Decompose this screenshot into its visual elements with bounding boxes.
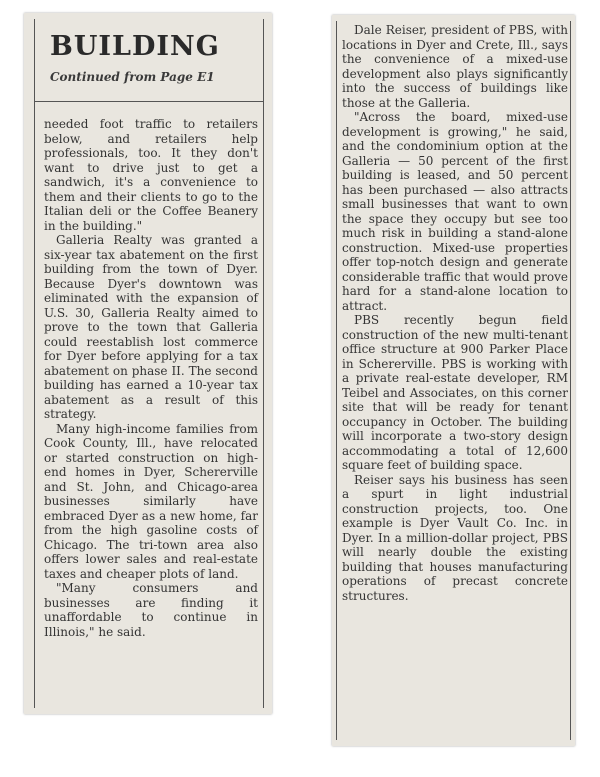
paragraph: Galleria Realty was granted a six-year tax abatement on the first building from the town of Dyer. Because Dyer's downtown was eliminated with the expansion of U.S. 30, Galleria Realty aimed to prove to the town that Galleria could reestablish lost commerce for Dyer before applying for a tax abatement on phase II. The second building has earned a 10-year tax abatement as a result of this strategy. — [44, 233, 258, 421]
column-rule-right — [570, 21, 571, 740]
headline: BUILDING — [50, 31, 220, 62]
continued-from-note: Continued from Page E1 — [50, 70, 215, 84]
paragraph: "Many consumers and businesses are finding it unaffordable to continue in Illinois," he said. — [44, 581, 258, 639]
paragraph: Reiser says his business has seen a spurt in light industrial construction projects, too. One example is Dyer Vault Co. Inc. in Dyer. In a million-dollar project, PBS will nearly double the existing building that houses manufacturing operations of precast concrete structures. — [342, 472, 568, 603]
headline-rule — [34, 101, 264, 102]
paragraph: Many high-income families from Cook County, Ill., have relocated or started construction on high-end homes in Dyer, Schererville and St. John, and Chicago-area businesses similarly have embraced Dyer as a new home, far from the high gasoline costs of Chicago. The tri-town area also offers lower sales and real-estate taxes and cheaper plots of land. — [44, 421, 258, 581]
column-rule-left — [34, 19, 35, 708]
paragraph: needed foot traffic to retailers below, and retailers help professionals, too. It they don't want to drive just to get a sandwich, it's a convenience to them and their clients to go to the Italian deli or the Coffee Beanery in the building." — [44, 117, 258, 233]
paragraph: "Across the board, mixed-use development is growing," he said, and the condominium option at the Galleria — 50 percent of the first building is leased, and 50 percent has been purchased — also attracts small businesses that want to own the space they occupy but see too much risk in building a stand-alone construction. Mixed-use properties offer top-notch design and generate considerable traffic that would prove hard for a stand-alone location to attract. — [342, 110, 568, 313]
column-rule-left — [336, 21, 337, 740]
article-column-left — [44, 117, 258, 639]
article-column-right — [342, 23, 568, 603]
column-rule-right — [263, 19, 264, 708]
paragraph: Dale Reiser, president of PBS, with locations in Dyer and Crete, Ill., says the convenience of a mixed-use development also plays significantly into the success of buildings like those at the Galleria. — [342, 23, 568, 110]
clipping-left — [24, 13, 272, 714]
clipping-right — [332, 15, 575, 746]
paragraph: PBS recently begun field construction of the new multi-tenant office structure at 900 Parker Place in Schererville. PBS is working with a private real-estate developer, RM Teibel and Associates, on this corner site that will be ready for tenant occupancy in October. The building will incorporate a two-story design accommodating a total of 12,600 square feet of building space. — [342, 313, 568, 472]
